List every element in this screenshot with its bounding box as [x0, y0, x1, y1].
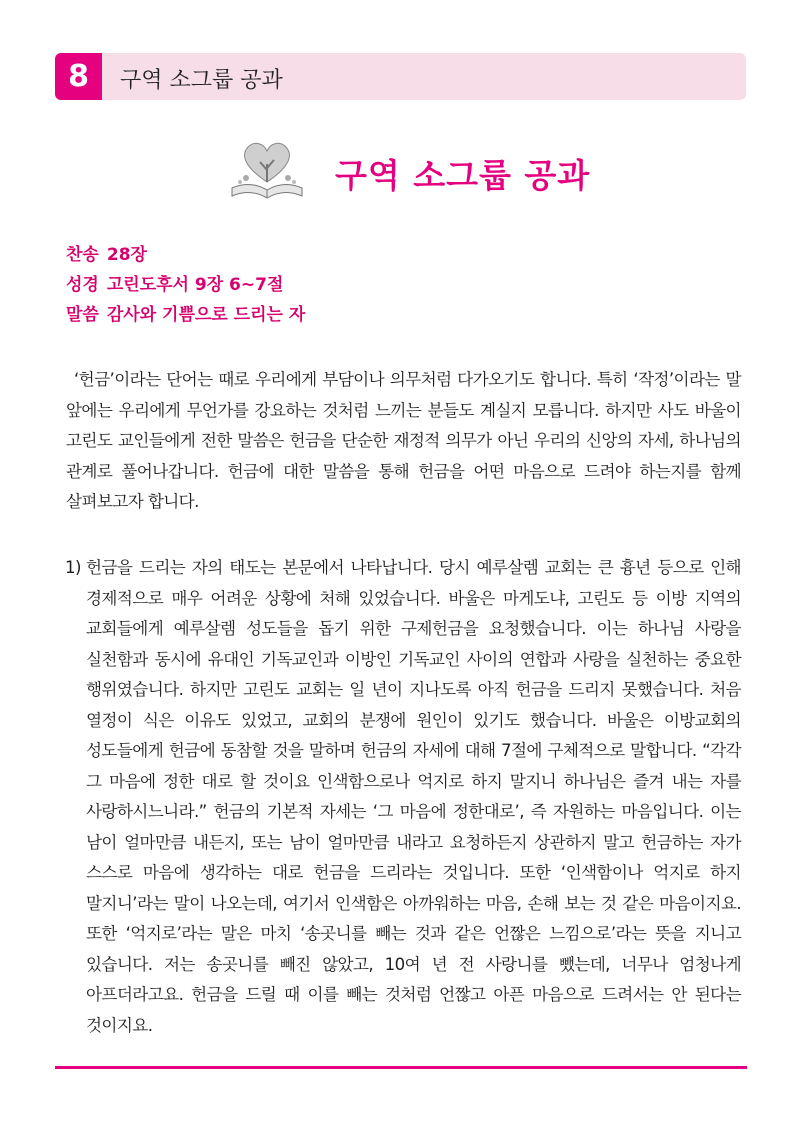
chapter-number-badge: 8 — [55, 53, 102, 100]
point-1 — [66, 553, 741, 1041]
point-number: 1) — [65, 558, 81, 577]
point-1-text: 헌금을 드리는 자의 태도는 본문에서 나타납니다. 당시 예루살렘 교회는 큰 흉년 등으로 인해 경제적으로 매우 어려운 상황에 처해 있었습니다. 바울은 마게도냐, 고린도 등 이방 지역의 교회들에게 예루살렘 성도들을 돕기 위한 구제헌금을 요청했습니다. 이는 하나님 사랑을 실천함과 동시에 유대인 기독교인과 이방인 기독교인 사이의 연합과 사랑을 실천하는 중요한 행위였습니다. 하지만 고린도 교회는 일 년이 지나도록 아직 헌금을 드리지 못했습니다. 처음 열정이 식은 이유도 있었고, 교회의 분쟁에 원인이 있기도 했습니다. 바울은 이방교회의 성도들에게 헌금에 동참할 것을 말하며 헌금의 자세에 대해 7절에 구체적으로 말합니다. “각각 그 마음에 정한 대로 할 것이요 인색함으로나 억지로 하지 말지니 하나님은 즐겨 내는 자를 사랑하시느니라.” 헌금의 기본적 자세는 ‘그 마음에 정한대로’, 즉 자원하는 마음입니다. 이는 남이 얼마만큼 내든지, 또는 남이 얼마만큼 내라고 요청하든지 상관하지 말고 헌금하는 자가 스스로 마음에 생각하는 대로 헌금을 드리라는 것입니다. 또한 ‘인색함이나 억지로 하지 말지니’라는 말이 나오는데, 여기서 인색함은 아까워하는 마음, 손해 보는 것 같은 마음이지요. 또한 ‘억지로’라는 말은 마치 ‘송곳니를 빼는 것과 같은 언짢은 느낌으로’라는 뜻을 지니고 있습니다. 저는 송곳니를 빼진 않았고, 10여 년 전 사랑니를 뺐는데, 너무나 엄청나게 아프더라고요. 헌금을 드릴 때 이를 빼는 것처럼 언짢고 아픈 마음으로 드려서는 안 된다는 것이지요. — [86, 558, 741, 1035]
message-label: 말씀 — [66, 305, 99, 325]
message-row — [66, 300, 305, 330]
page-title: 구역 소그룹 공과 — [335, 156, 591, 195]
scripture-value: 고린도후서 9장 6~7절 — [106, 275, 284, 295]
intro-paragraph: ‘헌금’이라는 단어는 때로 우리에게 부담이나 의무처럼 다가오기도 합니다. 특히 ‘작정’이라는 말 앞에는 우리에게 무언가를 강요하는 것처럼 느끼는 분들도 계실지 모릅니다. 하지만 사도 바울이 고린도 교인들에게 전한 말씀은 헌금을 단순한 재정적 의무가 아닌 우리의 신앙의 자세, 하나님의 관계로 풀어나갑니다. 헌금에 대한 말씀을 통해 헌금을 어떤 마음으로 드려야 하는지를 함께 살펴보고자 합니다. — [66, 370, 741, 511]
scripture-label: 성경 — [66, 275, 99, 295]
hymn-row — [66, 240, 305, 270]
section-title: 구역 소그룹 공과 — [120, 68, 283, 93]
heart-tree-open-book-icon — [226, 138, 308, 200]
bottom-rule — [55, 1066, 747, 1069]
scripture-row — [66, 270, 305, 300]
lesson-meta — [66, 240, 305, 330]
hymn-label: 찬송 — [66, 245, 99, 265]
message-value: 감사와 기쁨으로 드리는 자 — [106, 305, 306, 325]
hymn-value: 28장 — [106, 245, 147, 265]
